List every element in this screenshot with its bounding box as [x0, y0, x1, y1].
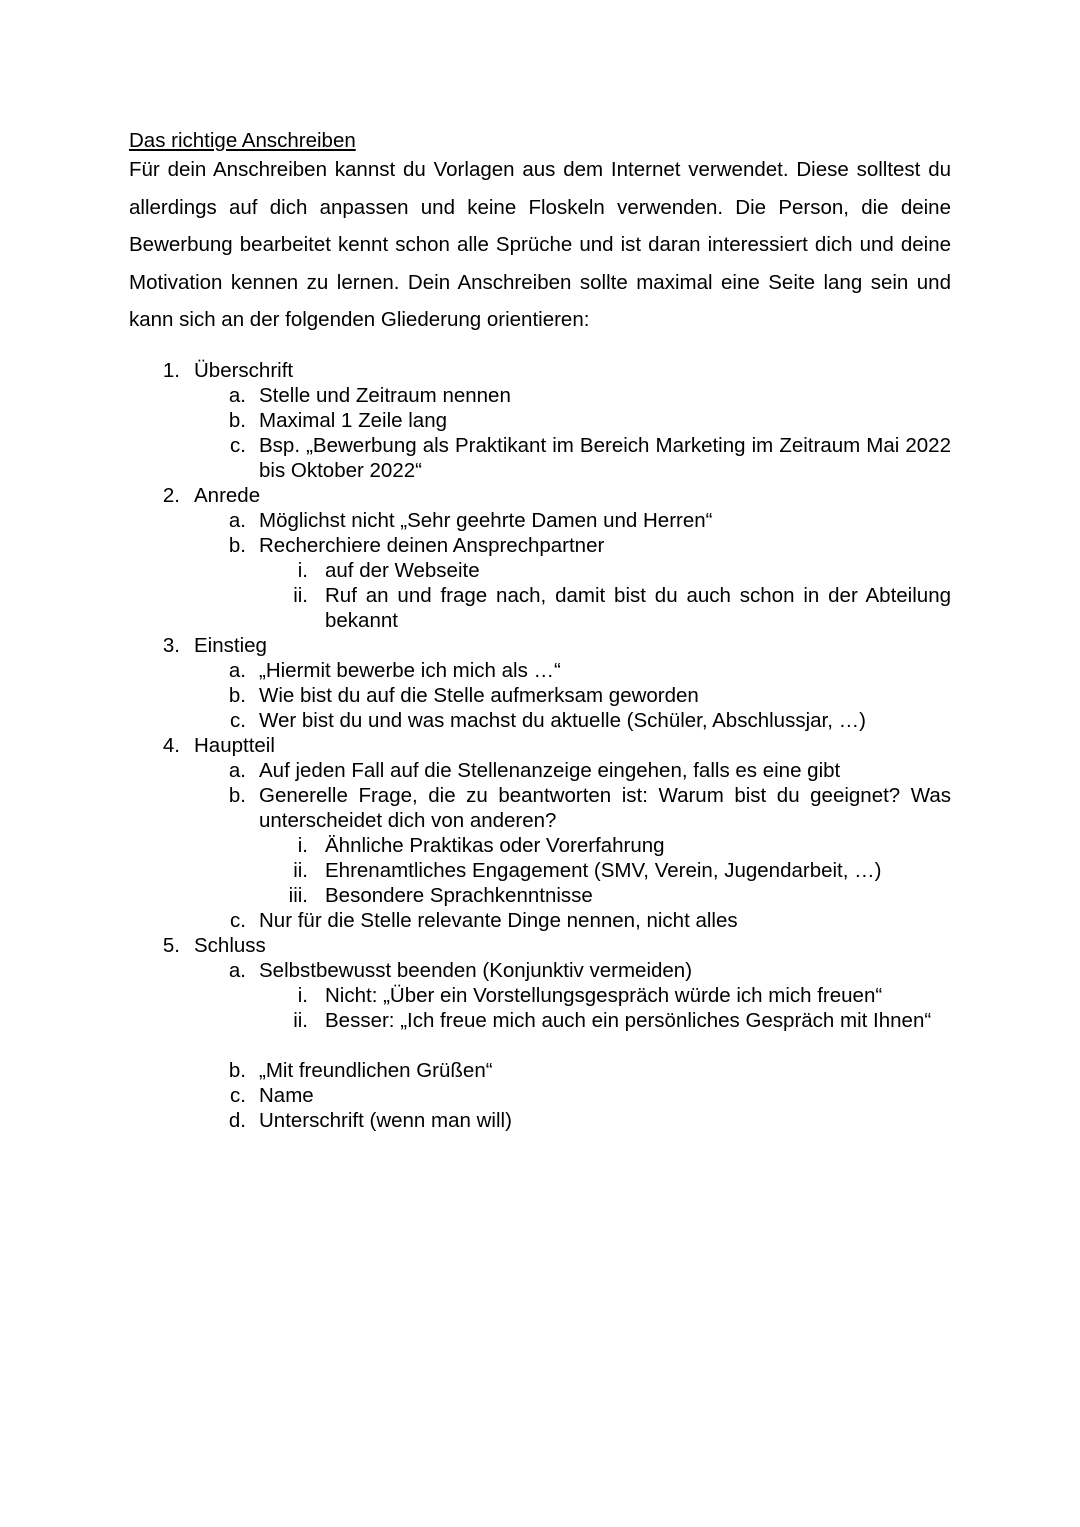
outline-item-3b	[0, 683, 1080, 708]
outline-item-4a	[0, 758, 1080, 783]
list-marker: 3.	[162, 634, 180, 657]
list-item-text: auf der Webseite	[325, 559, 480, 582]
list-marker: i.	[297, 984, 308, 1007]
list-marker: ii.	[293, 859, 308, 882]
outline-item-5a-i	[0, 983, 1080, 1008]
list-marker: b.	[228, 534, 246, 557]
list-item-text: Hauptteil	[194, 734, 275, 757]
list-item-text: Nur für die Stelle relevante Dinge nennen, nicht alles	[259, 909, 738, 932]
page-title: Das richtige Anschreiben	[129, 129, 356, 152]
outline-item-5d	[0, 1108, 1080, 1133]
list-marker: c.	[230, 1084, 246, 1107]
outline-item-1b	[0, 408, 1080, 433]
outline-item-1c	[0, 433, 1080, 483]
outline-item-5b	[0, 1058, 1080, 1083]
outline-item-1	[0, 358, 1080, 383]
list-marker: 4.	[162, 734, 180, 757]
outline-item-4b-ii	[0, 858, 1080, 883]
outline-item-4c	[0, 908, 1080, 933]
outline-item-5c	[0, 1083, 1080, 1108]
list-item-text: Ähnliche Praktikas oder Vorerfahrung	[325, 834, 665, 857]
list-marker: ii.	[293, 1009, 308, 1032]
list-marker: i.	[297, 834, 308, 857]
outline-item-4b	[0, 783, 1080, 833]
list-item-text: Wie bist du auf die Stelle aufmerksam geworden	[259, 684, 699, 707]
list-marker: c.	[230, 909, 246, 932]
list-item-text: Generelle Frage, die zu beantworten ist: Warum bist du geeignet? Was unterscheidet dich von anderen?	[259, 784, 951, 832]
list-item-text: Unterschrift (wenn man will)	[259, 1109, 512, 1132]
list-marker: 5.	[162, 934, 180, 957]
list-item-text: Ehrenamtliches Engagement (SMV, Verein, Jugendarbeit, …)	[325, 859, 882, 882]
list-item-text: „Mit freundlichen Grüßen“	[259, 1059, 493, 1082]
list-marker: a.	[228, 659, 246, 682]
list-item-text: Auf jeden Fall auf die Stellenanzeige eingehen, falls es eine gibt	[259, 759, 841, 782]
intro-paragraph: Für dein Anschreiben kannst du Vorlagen aus dem Internet verwendet. Diese solltest du allerdings auf dich anpassen und keine Floskeln verwenden. Die Person, die deine Bewerbung bearbeitet kennt schon alle Sprüche und ist daran interessiert dich und deine Motivation kennen zu lernen. Dein Anschreiben sollte maximal eine Seite lang sein und kann sich an der folgenden Gliederung orientieren:	[129, 158, 951, 331]
list-item-text: Anrede	[194, 484, 261, 507]
list-marker: c.	[230, 709, 246, 732]
list-item-text: „Hiermit bewerbe ich mich als …“	[259, 659, 561, 682]
list-item-text: Maximal 1 Zeile lang	[259, 409, 447, 432]
list-marker: a.	[228, 959, 246, 982]
list-item-text: Name	[259, 1084, 314, 1107]
list-item-text: Überschrift	[194, 359, 294, 382]
list-marker: a.	[228, 384, 246, 407]
outline-list	[0, 358, 1080, 1133]
list-item-text: Bsp. „Bewerbung als Praktikant im Bereich Marketing im Zeitraum Mai 2022 bis Oktober 2022“	[259, 434, 951, 482]
list-marker: b.	[228, 684, 246, 707]
list-item-text: Schluss	[194, 934, 266, 957]
list-marker: d.	[228, 1109, 246, 1132]
list-item-text: Stelle und Zeitraum nennen	[259, 384, 511, 407]
list-marker: 1.	[162, 359, 180, 382]
outline-item-1a	[0, 383, 1080, 408]
outline-item-2b-i	[0, 558, 1080, 583]
list-marker: a.	[228, 759, 246, 782]
list-marker: 2.	[162, 484, 180, 507]
outline-item-5	[0, 933, 1080, 958]
outline-item-4b-i	[0, 833, 1080, 858]
list-marker: b.	[228, 409, 246, 432]
outline-item-2	[0, 483, 1080, 508]
outline-item-3a	[0, 658, 1080, 683]
outline-item-4b-iii	[0, 883, 1080, 908]
outline-item-5a-ii	[0, 1008, 1080, 1058]
list-item-text: Einstieg	[194, 634, 267, 657]
list-item-text: Nicht: „Über ein Vorstellungsgespräch würde ich mich freuen“	[325, 984, 883, 1007]
list-marker: c.	[230, 434, 246, 457]
list-marker: b.	[228, 1059, 246, 1082]
list-item-text: Selbstbewusst beenden (Konjunktiv vermeiden)	[259, 959, 693, 982]
list-item-text: Besser: „Ich freue mich auch ein persönliches Gespräch mit Ihnen“	[325, 1009, 932, 1032]
list-item-text: Ruf an und frage nach, damit bist du auch schon in der Abteilung bekannt	[325, 584, 951, 632]
list-item-text: Recherchiere deinen Ansprechpartner	[259, 534, 605, 557]
outline-item-3	[0, 633, 1080, 658]
list-item-text: Wer bist du und was machst du aktuelle (Schüler, Abschlussjar, …)	[259, 709, 866, 732]
list-marker: b.	[228, 784, 246, 807]
list-marker: iii.	[288, 884, 308, 907]
list-marker: ii.	[293, 584, 308, 607]
outline-item-2a	[0, 508, 1080, 533]
outline-item-2b	[0, 533, 1080, 558]
outline-item-4	[0, 733, 1080, 758]
list-item-text: Möglichst nicht „Sehr geehrte Damen und Herren“	[259, 509, 713, 532]
list-marker: i.	[297, 559, 308, 582]
outline-item-5a	[0, 958, 1080, 983]
list-marker: a.	[228, 509, 246, 532]
list-item-text: Besondere Sprachkenntnisse	[325, 884, 593, 907]
outline-item-3c	[0, 708, 1080, 733]
outline-item-2b-ii	[0, 583, 1080, 633]
